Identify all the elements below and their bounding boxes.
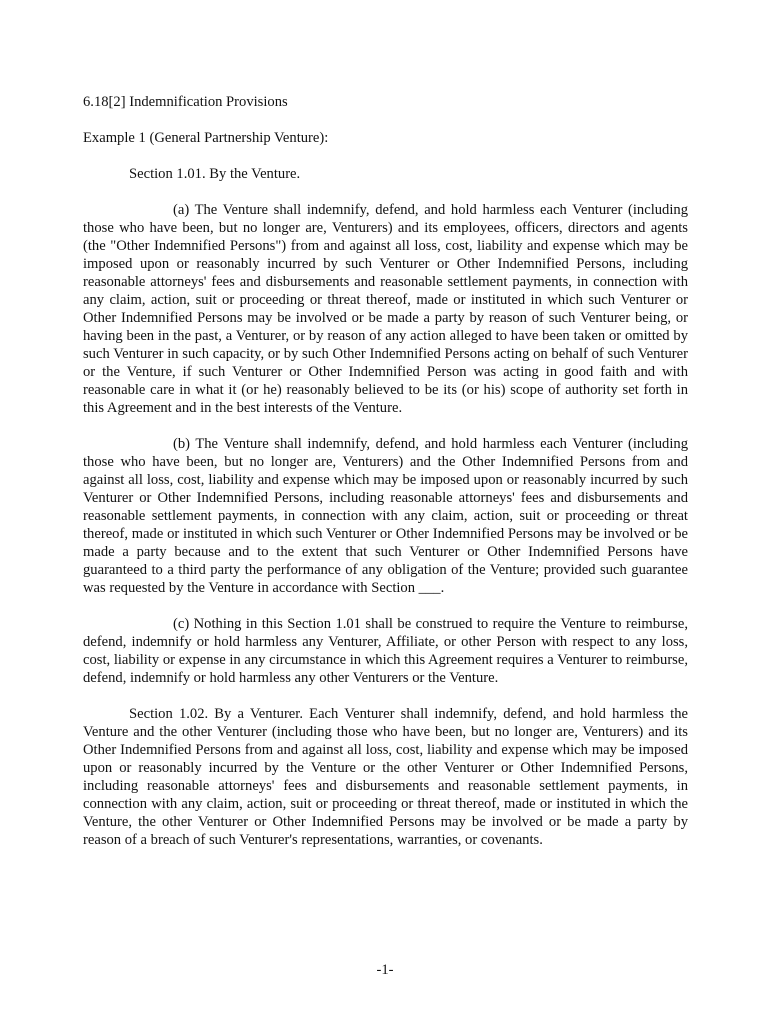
spacer xyxy=(83,147,688,165)
section-1-01-title: Section 1.01. By the Venture. xyxy=(129,166,301,182)
page-number: -1- xyxy=(376,962,394,978)
document-body xyxy=(83,93,688,867)
paragraph-a: (a) The Venture shall indemnify, defend, and hold harmless each Venturer (including those who have been, but no longer are, Venturers) and its employees, officers, directors and agents (the "Other Indemnified Persons") from and against all loss, cost, liability and expense which may be imposed upon or reasonably incurred by such Venturer or Other Indemnified Persons, including reasonable attorneys' fees and disbursements and reasonable settlement payments, in connection with any claim, action, suit or proceeding or threat thereof, made or instituted in which such Venturer or Other Indemnified Persons may be involved or be made a party by reason of such Venturer being, or having been in the past, a Venturer, or by reason of any action alleged to have been taken or omitted by such Venturer in such capacity, or by such Other Indemnified Persons acting on behalf of such Venturer or the Venture, if such Venturer or Other Indemnified Person was acting in good faith and with reasonable care in what it (or he) reasonably believed to be its (or his) scope of authority set forth in this Agreement and in the best interests of the Venture. xyxy=(83,202,688,416)
document-heading: 6.18[2] Indemnification Provisions xyxy=(83,94,288,110)
paragraph-c: (c) Nothing in this Section 1.01 shall be construed to require the Venture to reimburse, defend, indemnify or hold harmless any Venturer, Affiliate, or other Person with respect to any loss, cost, liability or expense in any circumstance in which this Agreement requires a Venturer to reimburse, defend, indemnify or hold harmless any other Venturers or the Venture. xyxy=(83,616,688,686)
paragraph-b: (b) The Venture shall indemnify, defend, and hold harmless each Venturer (including those who have been, but no longer are, Venturers) and the Other Indemnified Persons from and against all loss, cost, liability and expense which may be imposed upon or reasonably incurred by such Venturer or Other Indemnified Persons, including reasonable attorneys' fees and disbursements and reasonable settlement payments, in connection with any claim, action, suit or proceeding or threat thereof, made or instituted in which such Venturer or Other Indemnified Persons may be involved or be made a party because and to the extent that such Venturer or Other Indemnified Persons have guaranteed to a third party the performance of any obligation of the Venture; provided such guarantee was requested by the Venture in accordance with Section ___. xyxy=(83,436,688,596)
section-1-02-paragraph: Section 1.02. By a Venturer. Each Venturer shall indemnify, defend, and hold harmless the Venture and the other Venturer (including those who have been, but no longer are, Venturers) and its Other Indemnified Persons from and against all loss, cost, liability and expense which may be imposed upon or reasonably incurred by the Venture or the other Venturer or Other Indemnified Persons, including reasonable attorneys' fees and disbursements and reasonable settlement payments, in connection with any claim, action, suit or proceeding or threat thereof, made or instituted in which the Venture, the other Venturer or Other Indemnified Persons may be involved or be made a party by reason of a breach of such Venturer's representations, warranties, or covenants. xyxy=(83,706,688,848)
spacer xyxy=(83,111,688,129)
example-title: Example 1 (General Partnership Venture): xyxy=(83,130,329,146)
